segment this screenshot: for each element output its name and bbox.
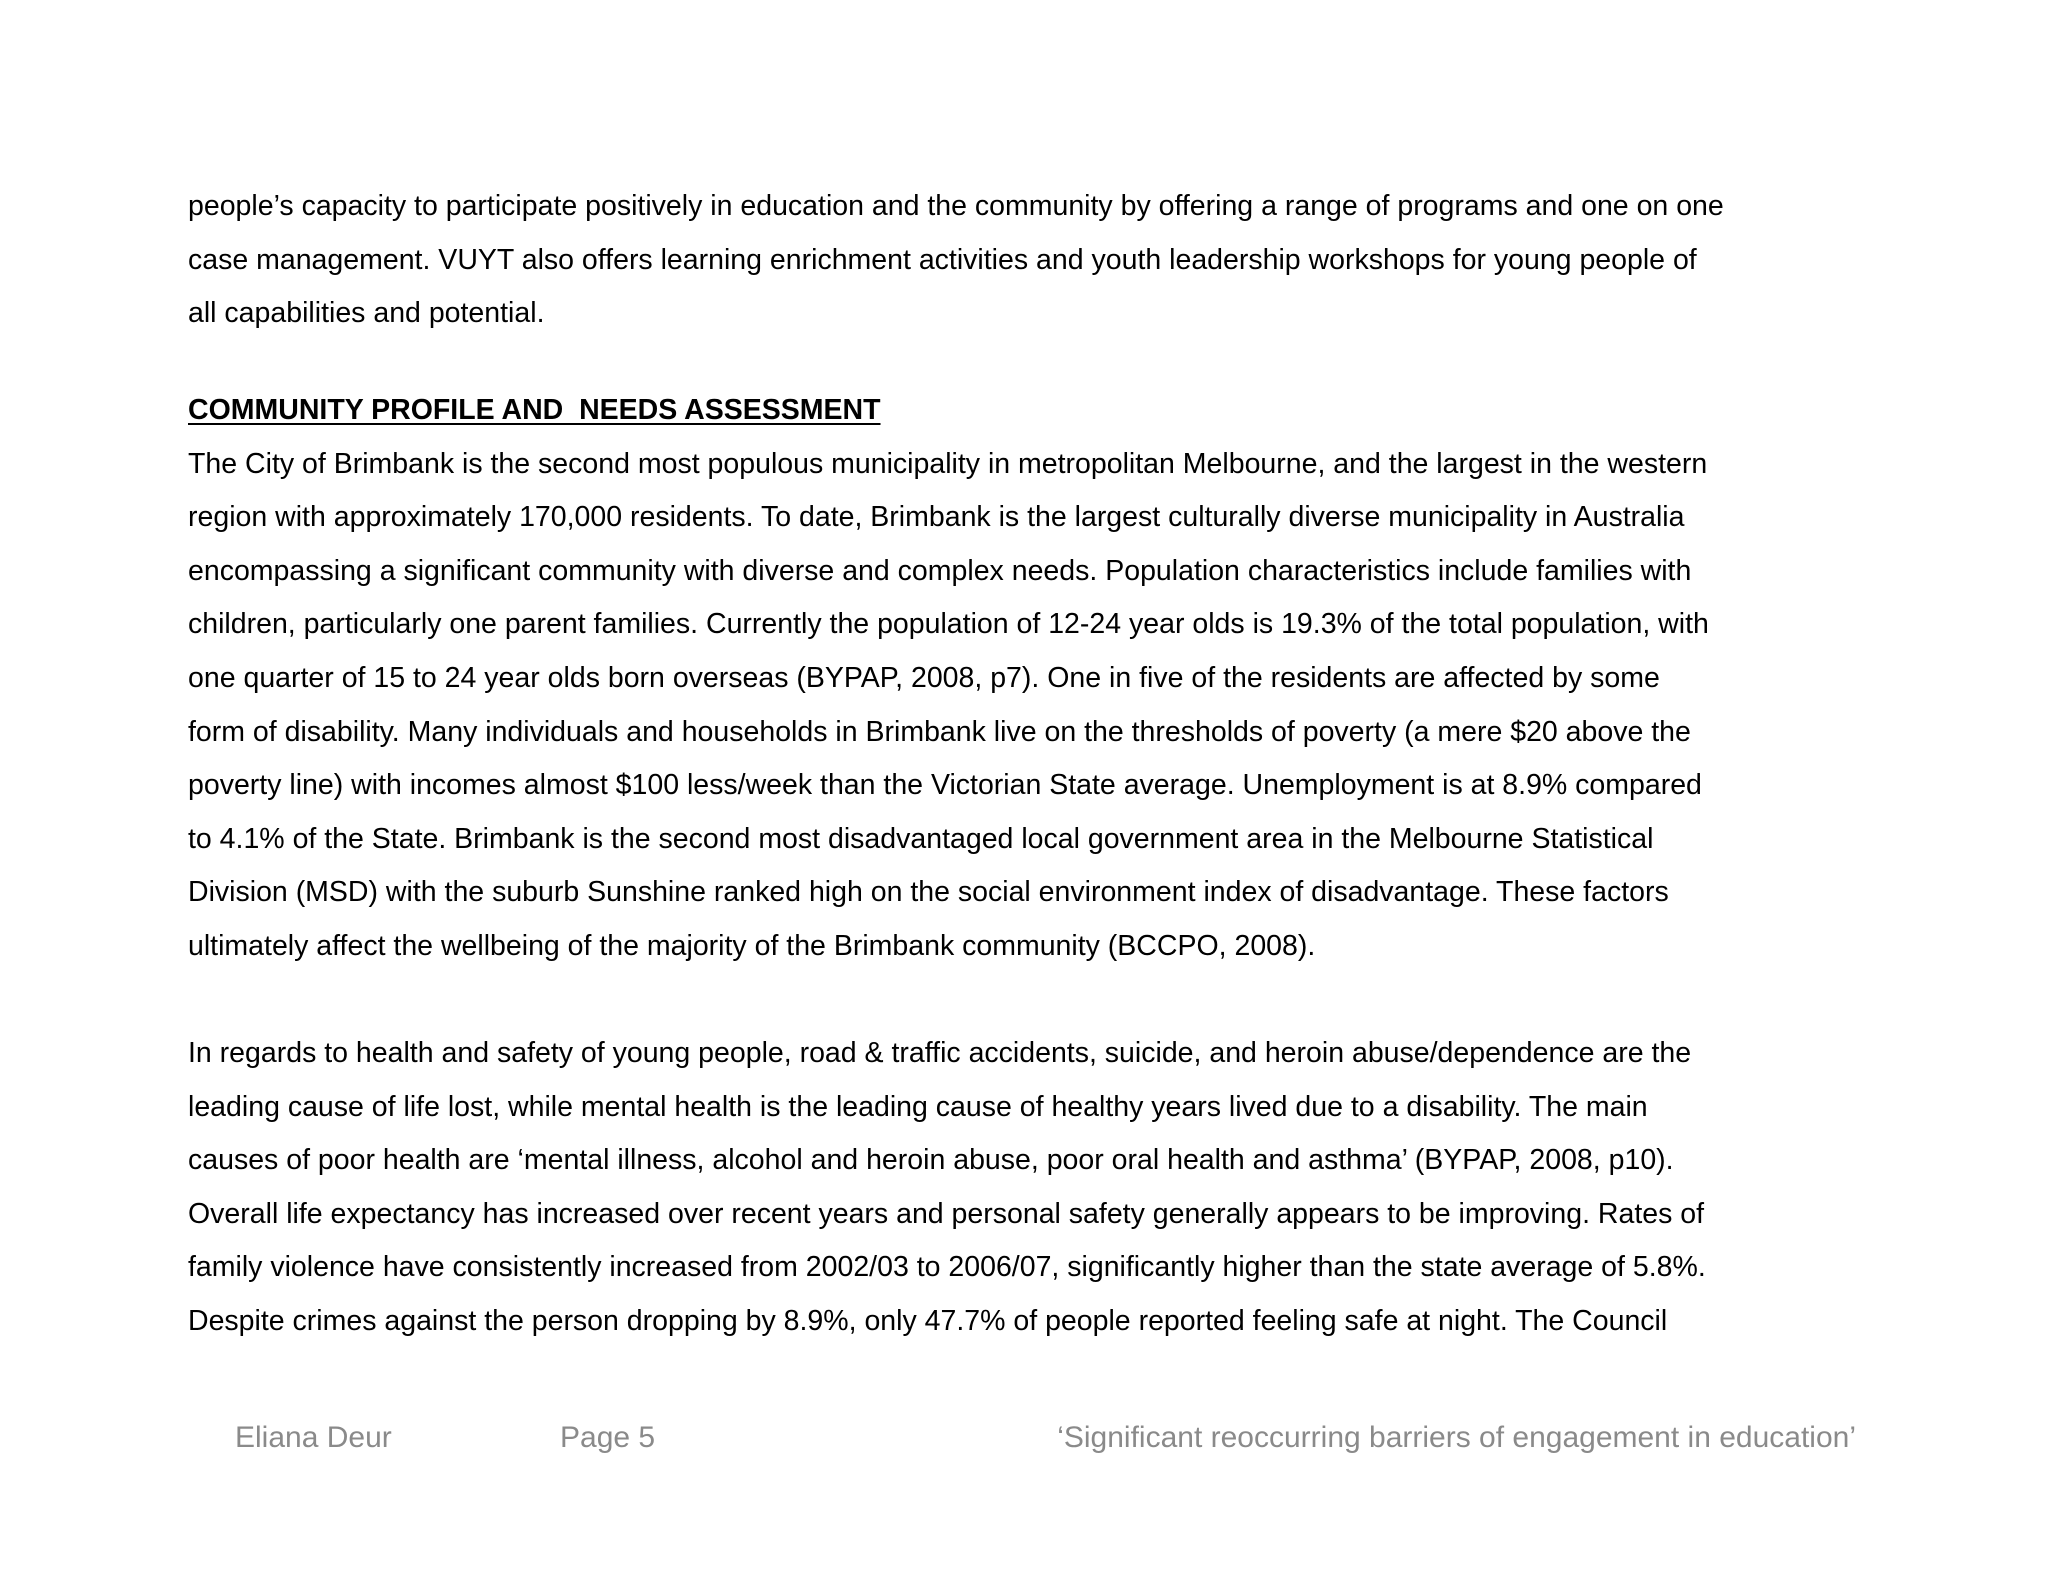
paragraph-line: The City of Brimbank is the second most populous municipality in metropolitan Melbourne, and the largest in the western <box>188 447 1708 480</box>
paragraph-line: case management. VUYT also offers learning enrichment activities and youth leadership workshops for young people of <box>188 243 1697 276</box>
footer-document-title: ‘Significant reoccurring barriers of engagement in education’ <box>1057 1421 1856 1454</box>
community-profile-section <box>188 384 1888 974</box>
paragraph-line: children, particularly one parent families. Currently the population of 12-24 year olds is 19.3% of the total population, with <box>188 608 1709 641</box>
paragraph-line: all capabilities and potential. <box>188 297 545 330</box>
paragraph-line: Overall life expectancy has increased over recent years and personal safety generally appears to be improving. Rates of <box>188 1197 1705 1230</box>
health-safety-paragraph <box>188 1027 1888 1349</box>
paragraph-line: encompassing a significant community with diverse and complex needs. Population characteristics include families with <box>188 554 1692 587</box>
paragraph-line: one quarter of 15 to 24 year olds born overseas (BYPAP, 2008, p7). One in five of the residents are affected by some <box>188 661 1660 694</box>
footer-author: Eliana Deur <box>235 1421 392 1454</box>
paragraph-line: In regards to health and safety of young people, road & traffic accidents, suicide, and heroin abuse/dependence are the <box>188 1037 1692 1069</box>
paragraph-line: family violence have consistently increased from 2002/03 to 2006/07, significantly higher than the state average of 5.8%. <box>188 1251 1706 1284</box>
intro-paragraph <box>188 180 1888 341</box>
paragraph-line: Division (MSD) with the suburb Sunshine ranked high on the social environment index of disadvantage. These factors <box>188 876 1669 909</box>
paragraph-line: form of disability. Many individuals and households in Brimbank live on the thresholds of poverty (a mere $20 above the <box>188 715 1691 748</box>
paragraph-line: to 4.1% of the State. Brimbank is the second most disadvantaged local government area in the Melbourne Statistical <box>188 822 1654 855</box>
paragraph-line: ultimately affect the wellbeing of the majority of the Brimbank community (BCCPO, 2008). <box>188 929 1316 962</box>
paragraph-line: region with approximately 170,000 residents. To date, Brimbank is the largest culturally diverse municipality in Australia <box>188 501 1685 534</box>
paragraph-line: causes of poor health are ‘mental illness, alcohol and heroin abuse, poor oral health and asthma’ (BYPAP, 2008, p10). <box>188 1144 1674 1177</box>
paragraph-line: people’s capacity to participate positively in education and the community by offering a range of programs and one on one <box>188 190 1724 222</box>
paragraph-line: Despite crimes against the person dropping by 8.9%, only 47.7% of people reported feeling safe at night. The Council <box>188 1304 1668 1337</box>
footer-page-number: Page 5 <box>560 1421 656 1454</box>
section-heading: COMMUNITY PROFILE AND NEEDS ASSESSMENT <box>188 394 881 426</box>
paragraph-line: poverty line) with incomes almost $100 less/week than the Victorian State average. Unemployment is at 8.9% compared <box>188 769 1702 802</box>
paragraph-line: leading cause of life lost, while mental health is the leading cause of healthy years lived due to a disability. The main <box>188 1090 1648 1123</box>
